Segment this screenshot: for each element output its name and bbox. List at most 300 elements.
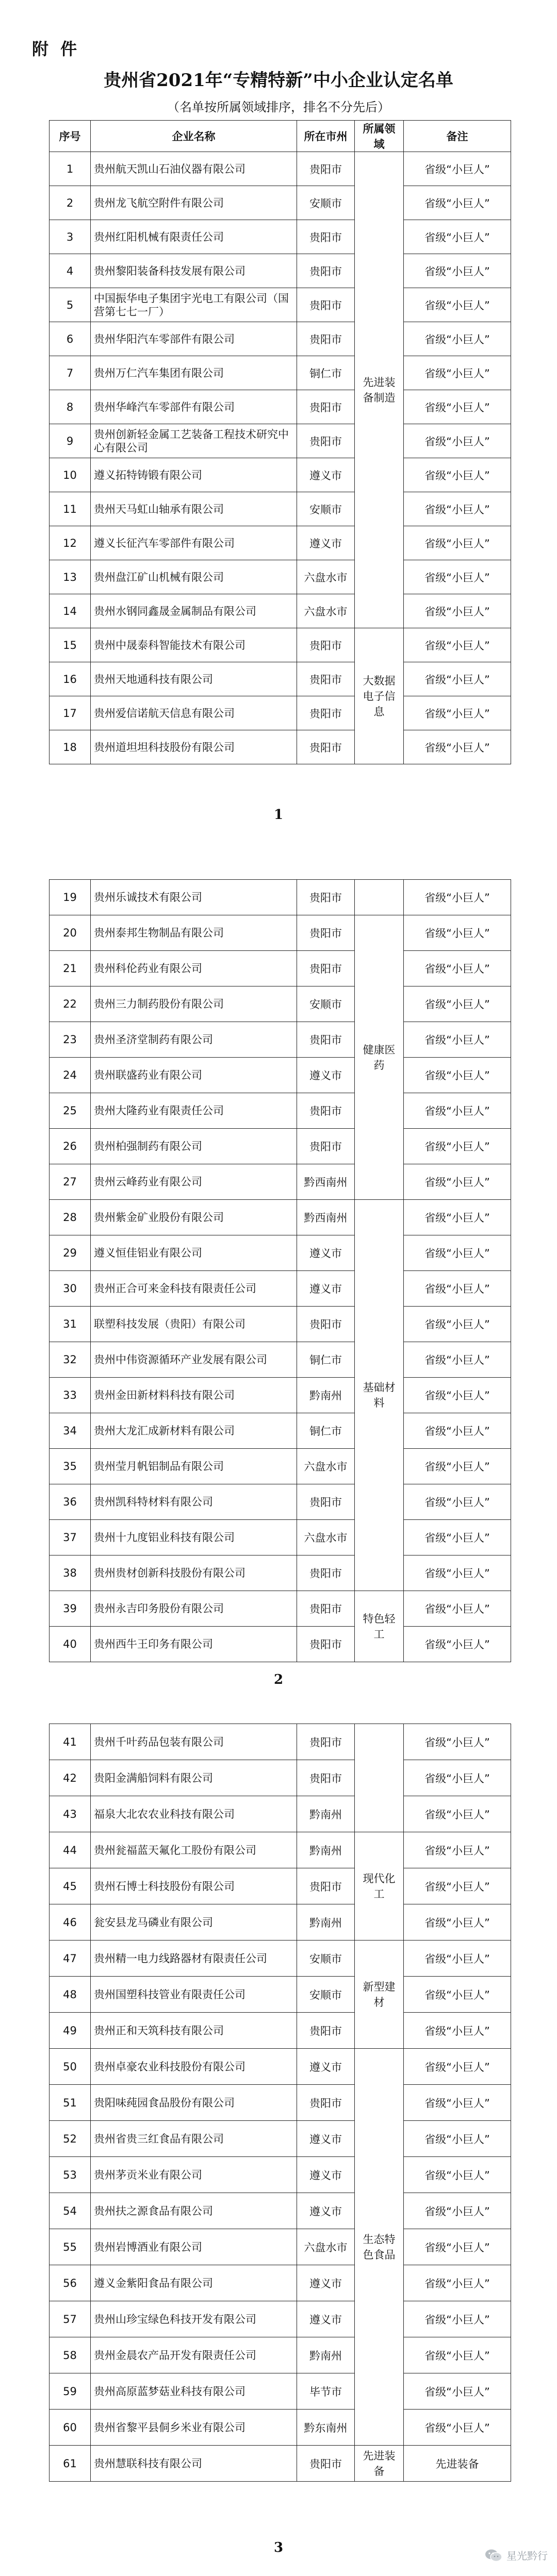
table-row <box>50 1832 511 1868</box>
remark: 省级“小巨人” <box>404 2121 511 2157</box>
table-row <box>50 2373 511 2410</box>
city-name: 贵阳市 <box>297 628 355 662</box>
remark: 省级“小巨人” <box>404 1977 511 2013</box>
company-name: 贵州天马虹山轴承有限公司 <box>91 492 297 526</box>
remark: 省级“小巨人” <box>404 628 511 662</box>
company-name: 贵阳金满船饲料有限公司 <box>91 1760 297 1796</box>
remark: 省级“小巨人” <box>404 1868 511 1904</box>
company-name: 贵州泰邦生物制品有限公司 <box>91 915 297 951</box>
city-name: 黔南州 <box>297 1904 355 1941</box>
enterprise-table-page-3 <box>49 1724 511 2482</box>
row-number: 29 <box>50 1235 91 1271</box>
industry-field: 生态特色食品 <box>355 2049 404 2446</box>
remark: 省级“小巨人” <box>404 390 511 424</box>
table-row <box>50 986 511 1022</box>
row-number: 43 <box>50 1796 91 1832</box>
company-name: 贵州紫金矿业股份有限公司 <box>91 1200 297 1235</box>
table-row <box>50 1760 511 1796</box>
company-name: 贵州大龙汇成新材料有限公司 <box>91 1413 297 1449</box>
table-header-row <box>50 121 511 152</box>
table-row <box>50 2121 511 2157</box>
company-name: 贵州中晟泰科智能技术有限公司 <box>91 628 297 662</box>
table-row <box>50 1520 511 1555</box>
remark: 省级“小巨人” <box>404 662 511 696</box>
company-name: 贵州凯科特材料有限公司 <box>91 1484 297 1520</box>
city-name: 六盘水市 <box>297 1520 355 1555</box>
table-row <box>50 2301 511 2337</box>
row-number: 47 <box>50 1941 91 1977</box>
company-name: 贵州省黎平县侗乡米业有限公司 <box>91 2410 297 2446</box>
table-row <box>50 1627 511 1662</box>
row-number: 8 <box>50 390 91 424</box>
remark: 省级“小巨人” <box>404 1022 511 1058</box>
city-name: 贵阳市 <box>297 730 355 764</box>
table-row <box>50 390 511 424</box>
row-number: 27 <box>50 1164 91 1200</box>
row-number: 25 <box>50 1093 91 1129</box>
table-row <box>50 152 511 186</box>
city-name: 遵义市 <box>297 458 355 492</box>
remark: 先进装备 <box>404 2446 511 2482</box>
remark: 省级“小巨人” <box>404 1627 511 1662</box>
city-name: 贵阳市 <box>297 1307 355 1342</box>
city-name: 六盘水市 <box>297 2229 355 2265</box>
remark: 省级“小巨人” <box>404 220 511 254</box>
city-name: 黔西南州 <box>297 1200 355 1235</box>
remark: 省级“小巨人” <box>404 2301 511 2337</box>
row-number: 4 <box>50 254 91 288</box>
table-row <box>50 696 511 730</box>
company-name: 联塑科技发展（贵阳）有限公司 <box>91 1307 297 1342</box>
remark: 省级“小巨人” <box>404 2337 511 2373</box>
company-name: 贵州十九度铝业科技有限公司 <box>91 1520 297 1555</box>
city-name: 贵阳市 <box>297 1093 355 1129</box>
row-number: 45 <box>50 1868 91 1904</box>
remark: 省级“小巨人” <box>404 2193 511 2229</box>
company-name: 贵州天地通科技有限公司 <box>91 662 297 696</box>
table-row <box>50 1555 511 1591</box>
city-name: 贵阳市 <box>297 390 355 424</box>
industry-field: 基础材料 <box>355 1200 404 1591</box>
row-number: 13 <box>50 560 91 594</box>
table-row <box>50 526 511 560</box>
table-row <box>50 2157 511 2193</box>
remark: 省级“小巨人” <box>404 1378 511 1413</box>
row-number: 35 <box>50 1449 91 1484</box>
city-name: 黔东南州 <box>297 2410 355 2446</box>
row-number: 39 <box>50 1591 91 1627</box>
remark: 省级“小巨人” <box>404 2013 511 2049</box>
remark: 省级“小巨人” <box>404 152 511 186</box>
row-number: 61 <box>50 2446 91 2482</box>
row-number: 31 <box>50 1307 91 1342</box>
remark: 省级“小巨人” <box>404 458 511 492</box>
row-number: 23 <box>50 1022 91 1058</box>
company-name: 中国振华电子集团宇光电工有限公司（国营第七七一厂） <box>91 288 297 322</box>
company-name: 贵州中伟资源循环产业发展有限公司 <box>91 1342 297 1378</box>
document-page-1 <box>0 0 557 835</box>
table-row <box>50 1724 511 1760</box>
company-name: 贵州柏强制药有限公司 <box>91 1129 297 1164</box>
remark: 省级“小巨人” <box>404 424 511 458</box>
table-row <box>50 2013 511 2049</box>
remark: 省级“小巨人” <box>404 254 511 288</box>
remark: 省级“小巨人” <box>404 1555 511 1591</box>
page-number: 3 <box>273 2540 284 2555</box>
company-name: 遵义金紫阳食品有限公司 <box>91 2265 297 2301</box>
remark: 省级“小巨人” <box>404 1796 511 1832</box>
watermark <box>485 2548 548 2563</box>
city-name: 黔南州 <box>297 1796 355 1832</box>
row-number: 38 <box>50 1555 91 1591</box>
city-name: 遵义市 <box>297 1235 355 1271</box>
table-row <box>50 730 511 764</box>
row-number: 21 <box>50 951 91 986</box>
city-name: 贵阳市 <box>297 322 355 356</box>
row-number: 32 <box>50 1342 91 1378</box>
remark: 省级“小巨人” <box>404 356 511 390</box>
row-number: 54 <box>50 2193 91 2229</box>
table-row <box>50 2049 511 2085</box>
table-row <box>50 1058 511 1093</box>
company-name: 福泉大北农农业科技有限公司 <box>91 1796 297 1832</box>
row-number: 57 <box>50 2301 91 2337</box>
table-row <box>50 492 511 526</box>
table-row <box>50 254 511 288</box>
table-row <box>50 1484 511 1520</box>
company-name: 贵州圣济堂制药有限公司 <box>91 1022 297 1058</box>
city-name: 黔南州 <box>297 1378 355 1413</box>
city-name: 贵阳市 <box>297 424 355 458</box>
row-number: 48 <box>50 1977 91 2013</box>
enterprise-table-page-2 <box>49 879 511 1662</box>
row-number: 1 <box>50 152 91 186</box>
remark: 省级“小巨人” <box>404 1093 511 1129</box>
table-row <box>50 2410 511 2446</box>
remark: 省级“小巨人” <box>404 696 511 730</box>
company-name: 瓮安县龙马磷业有限公司 <box>91 1904 297 1941</box>
company-name: 贵州西牛王印务有限公司 <box>91 1627 297 1662</box>
remark: 省级“小巨人” <box>404 560 511 594</box>
remark: 省级“小巨人” <box>404 1129 511 1164</box>
table-row <box>50 2446 511 2482</box>
remark: 省级“小巨人” <box>404 1271 511 1307</box>
company-name: 贵阳味莼园食品股份有限公司 <box>91 2085 297 2121</box>
row-number: 16 <box>50 662 91 696</box>
city-name: 黔南州 <box>297 2337 355 2373</box>
row-number: 52 <box>50 2121 91 2157</box>
remark: 省级“小巨人” <box>404 1449 511 1484</box>
row-number: 30 <box>50 1271 91 1307</box>
row-number: 7 <box>50 356 91 390</box>
column-header: 备注 <box>404 121 511 152</box>
company-name: 贵州道坦坦科技股份有限公司 <box>91 730 297 764</box>
company-name: 贵州创新轻金属工艺装备工程技术研究中心有限公司 <box>91 424 297 458</box>
industry-field: 健康医药 <box>355 915 404 1200</box>
row-number: 18 <box>50 730 91 764</box>
remark: 省级“小巨人” <box>404 288 511 322</box>
city-name: 遵义市 <box>297 2265 355 2301</box>
row-number: 53 <box>50 2157 91 2193</box>
table-row <box>50 1022 511 1058</box>
row-number: 9 <box>50 424 91 458</box>
city-name: 贵阳市 <box>297 1627 355 1662</box>
company-name: 贵州云峰药业有限公司 <box>91 1164 297 1200</box>
remark: 省级“小巨人” <box>404 186 511 220</box>
company-name: 贵州航天凯山石油仪器有限公司 <box>91 152 297 186</box>
table-row <box>50 1941 511 1977</box>
city-name: 遵义市 <box>297 2157 355 2193</box>
industry-field <box>355 1724 404 1832</box>
table-row <box>50 322 511 356</box>
table-row <box>50 560 511 594</box>
remark: 省级“小巨人” <box>404 2049 511 2085</box>
company-name: 贵州千叶药品包装有限公司 <box>91 1724 297 1760</box>
table-row <box>50 1591 511 1627</box>
city-name: 遵义市 <box>297 2301 355 2337</box>
city-name: 遵义市 <box>297 2121 355 2157</box>
city-name: 贵阳市 <box>297 696 355 730</box>
remark: 省级“小巨人” <box>404 322 511 356</box>
table-row <box>50 2229 511 2265</box>
city-name: 贵阳市 <box>297 152 355 186</box>
row-number: 10 <box>50 458 91 492</box>
row-number: 3 <box>50 220 91 254</box>
city-name: 六盘水市 <box>297 594 355 628</box>
remark: 省级“小巨人” <box>404 2085 511 2121</box>
row-number: 19 <box>50 880 91 915</box>
row-number: 37 <box>50 1520 91 1555</box>
city-name: 贵阳市 <box>297 1868 355 1904</box>
city-name: 遵义市 <box>297 526 355 560</box>
page-number: 1 <box>273 807 284 823</box>
city-name: 遵义市 <box>297 1271 355 1307</box>
table-row <box>50 2265 511 2301</box>
remark: 省级“小巨人” <box>404 1724 511 1760</box>
industry-field: 新型建材 <box>355 1941 404 2049</box>
row-number: 40 <box>50 1627 91 1662</box>
company-name: 贵州高原蓝梦菇业科技有限公司 <box>91 2373 297 2410</box>
city-name: 贵阳市 <box>297 915 355 951</box>
watermark-text: 星光黔行 <box>506 2550 548 2562</box>
company-name: 贵州瓮福蓝天氟化工股份有限公司 <box>91 1832 297 1868</box>
company-name: 贵州扶之源食品有限公司 <box>91 2193 297 2229</box>
row-number: 60 <box>50 2410 91 2446</box>
table-row <box>50 1093 511 1129</box>
column-header: 企业名称 <box>91 121 297 152</box>
city-name: 贵阳市 <box>297 1484 355 1520</box>
company-name: 贵州永吉印务股份有限公司 <box>91 1591 297 1627</box>
table-row <box>50 880 511 915</box>
company-name: 贵州金晨农产品开发有限责任公司 <box>91 2337 297 2373</box>
industry-field: 先进装备 <box>355 2446 404 2482</box>
row-number: 5 <box>50 288 91 322</box>
document-subtitle: （名单按所属领域排序，排名不分先后） <box>167 100 390 114</box>
company-name: 贵州大隆药业有限责任公司 <box>91 1093 297 1129</box>
table-row <box>50 186 511 220</box>
remark: 省级“小巨人” <box>404 2410 511 2446</box>
city-name: 贵阳市 <box>297 220 355 254</box>
column-header: 所属领域 <box>355 121 404 152</box>
remark: 省级“小巨人” <box>404 1235 511 1271</box>
company-name: 贵州三力制药股份有限公司 <box>91 986 297 1022</box>
table-row <box>50 1129 511 1164</box>
table-row <box>50 1378 511 1413</box>
city-name: 六盘水市 <box>297 560 355 594</box>
company-name: 贵州正合可来金科技有限责任公司 <box>91 1271 297 1307</box>
table-row <box>50 288 511 322</box>
table-row <box>50 628 511 662</box>
table-row <box>50 424 511 458</box>
company-name: 贵州联盛药业有限公司 <box>91 1058 297 1093</box>
table-row <box>50 1977 511 2013</box>
company-name: 遵义恒佳铝业有限公司 <box>91 1235 297 1271</box>
city-name: 铜仁市 <box>297 356 355 390</box>
table-row <box>50 458 511 492</box>
company-name: 贵州爱信诺航天信息有限公司 <box>91 696 297 730</box>
table-row <box>50 2085 511 2121</box>
row-number: 51 <box>50 2085 91 2121</box>
wechat-icon <box>485 2549 502 2562</box>
document-page-3 <box>0 1706 557 2576</box>
city-name: 贵阳市 <box>297 288 355 322</box>
city-name: 安顺市 <box>297 492 355 526</box>
city-name: 贵阳市 <box>297 1129 355 1164</box>
company-name: 贵州红阳机械有限责任公司 <box>91 220 297 254</box>
company-name: 贵州莹月帆铝制品有限公司 <box>91 1449 297 1484</box>
remark: 省级“小巨人” <box>404 1342 511 1378</box>
remark: 省级“小巨人” <box>404 951 511 986</box>
row-number: 33 <box>50 1378 91 1413</box>
table-row <box>50 1200 511 1235</box>
table-row <box>50 1868 511 1904</box>
remark: 省级“小巨人” <box>404 730 511 764</box>
table-row <box>50 1271 511 1307</box>
row-number: 46 <box>50 1904 91 1941</box>
remark: 省级“小巨人” <box>404 1904 511 1941</box>
company-name: 贵州山珍宝绿色科技开发有限公司 <box>91 2301 297 2337</box>
row-number: 55 <box>50 2229 91 2265</box>
industry-field: 特色轻工 <box>355 1591 404 1662</box>
city-name: 黔南州 <box>297 1832 355 1868</box>
company-name: 贵州华阳汽车零部件有限公司 <box>91 322 297 356</box>
row-number: 14 <box>50 594 91 628</box>
company-name: 贵州乐诚技术有限公司 <box>91 880 297 915</box>
remark: 省级“小巨人” <box>404 1760 511 1796</box>
company-name: 贵州科伦药业有限公司 <box>91 951 297 986</box>
company-name: 贵州龙飞航空附件有限公司 <box>91 186 297 220</box>
remark: 省级“小巨人” <box>404 986 511 1022</box>
city-name: 贵阳市 <box>297 1724 355 1760</box>
company-name: 贵州华峰汽车零部件有限公司 <box>91 390 297 424</box>
remark: 省级“小巨人” <box>404 2265 511 2301</box>
city-name: 贵阳市 <box>297 880 355 915</box>
row-number: 58 <box>50 2337 91 2373</box>
city-name: 贵阳市 <box>297 1555 355 1591</box>
city-name: 安顺市 <box>297 986 355 1022</box>
company-name: 贵州精一电力线路器材有限责任公司 <box>91 1941 297 1977</box>
company-name: 贵州万仁汽车集团有限公司 <box>91 356 297 390</box>
company-name: 贵州贵材创新科技股份有限公司 <box>91 1555 297 1591</box>
city-name: 安顺市 <box>297 1941 355 1977</box>
company-name: 遵义拓特铸锻有限公司 <box>91 458 297 492</box>
enterprise-table-page-1 <box>49 120 511 764</box>
remark: 省级“小巨人” <box>404 1164 511 1200</box>
remark: 省级“小巨人” <box>404 526 511 560</box>
company-name: 贵州黎阳装备科技发展有限公司 <box>91 254 297 288</box>
document-page-2 <box>0 835 557 1706</box>
remark: 省级“小巨人” <box>404 1591 511 1627</box>
row-number: 42 <box>50 1760 91 1796</box>
city-name: 贵阳市 <box>297 2446 355 2482</box>
table-row <box>50 915 511 951</box>
company-name: 贵州卓豪农业科技股份有限公司 <box>91 2049 297 2085</box>
table-row <box>50 1796 511 1832</box>
company-name: 遵义长征汽车零部件有限公司 <box>91 526 297 560</box>
city-name: 遵义市 <box>297 1058 355 1093</box>
row-number: 59 <box>50 2373 91 2410</box>
industry-field <box>355 880 404 915</box>
remark: 省级“小巨人” <box>404 1200 511 1235</box>
table-row <box>50 662 511 696</box>
company-name: 贵州慧联科技有限公司 <box>91 2446 297 2482</box>
row-number: 12 <box>50 526 91 560</box>
company-name: 贵州水钢同鑫晟金属制品有限公司 <box>91 594 297 628</box>
table-row <box>50 1307 511 1342</box>
row-number: 26 <box>50 1129 91 1164</box>
city-name: 贵阳市 <box>297 951 355 986</box>
remark: 省级“小巨人” <box>404 2373 511 2410</box>
table-row <box>50 2193 511 2229</box>
remark: 省级“小巨人” <box>404 1941 511 1977</box>
row-number: 15 <box>50 628 91 662</box>
table-row <box>50 1904 511 1941</box>
row-number: 34 <box>50 1413 91 1449</box>
table-row <box>50 1342 511 1378</box>
company-name: 贵州省贵三红食品有限公司 <box>91 2121 297 2157</box>
remark: 省级“小巨人” <box>404 1413 511 1449</box>
table-row <box>50 951 511 986</box>
row-number: 41 <box>50 1724 91 1760</box>
company-name: 贵州正和天筑科技有限公司 <box>91 2013 297 2049</box>
table-row <box>50 356 511 390</box>
table-row <box>50 594 511 628</box>
industry-field: 先进装备制造 <box>355 152 404 628</box>
attachment-label: 附 件 <box>32 39 80 59</box>
table-row <box>50 1449 511 1484</box>
row-number: 50 <box>50 2049 91 2085</box>
city-name: 贵阳市 <box>297 2085 355 2121</box>
city-name: 黔西南州 <box>297 1164 355 1200</box>
table-row <box>50 2337 511 2373</box>
city-name: 安顺市 <box>297 1977 355 2013</box>
remark: 省级“小巨人” <box>404 915 511 951</box>
city-name: 六盘水市 <box>297 1449 355 1484</box>
column-header: 所在市州 <box>297 121 355 152</box>
remark: 省级“小巨人” <box>404 2157 511 2193</box>
remark: 省级“小巨人” <box>404 1484 511 1520</box>
table-row <box>50 1235 511 1271</box>
table-row <box>50 220 511 254</box>
row-number: 20 <box>50 915 91 951</box>
company-name: 贵州金田新材料科技有限公司 <box>91 1378 297 1413</box>
industry-field: 大数据电子信息 <box>355 628 404 764</box>
company-name: 贵州国塑科技管业有限责任公司 <box>91 1977 297 2013</box>
column-header: 序号 <box>50 121 91 152</box>
remark: 省级“小巨人” <box>404 1058 511 1093</box>
city-name: 铜仁市 <box>297 1413 355 1449</box>
row-number: 17 <box>50 696 91 730</box>
